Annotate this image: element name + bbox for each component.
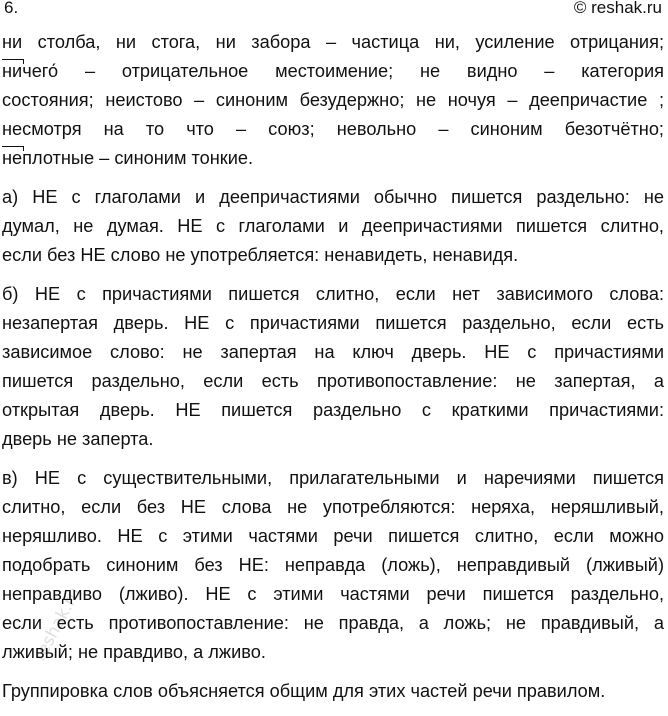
morpheme-mark: ни xyxy=(2,57,22,86)
text-line: пишется раздельно, если есть противопоставление: не запертая, а xyxy=(2,371,664,391)
text-line: если без НЕ слово не употребляется: ненавидеть, ненавидя. xyxy=(2,245,519,265)
text-line: неплотные – синоним тонкие. xyxy=(2,144,664,173)
text-line: состояния; неистово – синоним безудержно; не ночуя – деепричастие ; xyxy=(2,90,664,110)
text-line: незапертая дверь. НЕ с причастиями пишется раздельно, если есть xyxy=(2,313,664,333)
text-line: если есть противопоставление: не правда, а ложь; не правдивый, а xyxy=(2,613,664,633)
page-header xyxy=(0,0,668,22)
text-line: ни столба, ни стога, ни забора – частица ни, усиление отрицания; xyxy=(2,32,664,52)
text-line: лживый; не правдиво, а лживо. xyxy=(2,642,266,662)
text-line: дверь не заперта. xyxy=(2,429,154,449)
answer-text xyxy=(2,28,664,716)
paragraph-a xyxy=(2,183,664,270)
conclusion-paragraph xyxy=(2,677,664,706)
text-line: ничего́ – отрицательное местоимение; не видно – категория xyxy=(2,57,664,86)
intro-paragraph xyxy=(2,28,664,173)
text-line: слитно, если без НЕ слова не употребляются: неряха, неряшливый, xyxy=(2,497,664,517)
text-line: б) НЕ с причастиями пишется слитно, если нет зависимого слова: xyxy=(2,284,664,304)
morpheme-mark: не xyxy=(2,144,22,173)
paragraph-v xyxy=(2,464,664,667)
text-line: думал, не думая. НЕ с глаголами и деепричастиями пишется слитно, xyxy=(2,216,664,236)
text-line: неправдиво (лживо). НЕ с этими частями речи пишется раздельно, xyxy=(2,584,664,604)
site-copyright: © reshak.ru xyxy=(573,0,662,17)
task-number: 6. xyxy=(4,0,19,17)
paragraph-b xyxy=(2,280,664,454)
text-line: несмотря на то что – союз; невольно – синоним безотчётно; xyxy=(2,119,664,139)
watermark: reshak.ru xyxy=(30,584,86,665)
text-line: неряшливо. НЕ с этими частями речи пишется слитно, если можно xyxy=(2,526,664,546)
text-line: а) НЕ с глаголами и деепричастиями обычно пишется раздельно: не xyxy=(2,187,664,207)
text-line: подобрать синоним без НЕ: неправда (ложь), неправдивый (лживый) xyxy=(2,555,664,575)
text-line: открытая дверь. НЕ пишется раздельно с краткими причастиями: xyxy=(2,400,664,420)
text-line: зависимое слово: не запертая на ключ дверь. НЕ с причастиями xyxy=(2,342,664,362)
text-line: Группировка слов объясняется общим для этих частей речи правилом. xyxy=(2,681,606,701)
text-line: в) НЕ с существительными, прилагательными и наречиями пишется xyxy=(2,468,664,488)
